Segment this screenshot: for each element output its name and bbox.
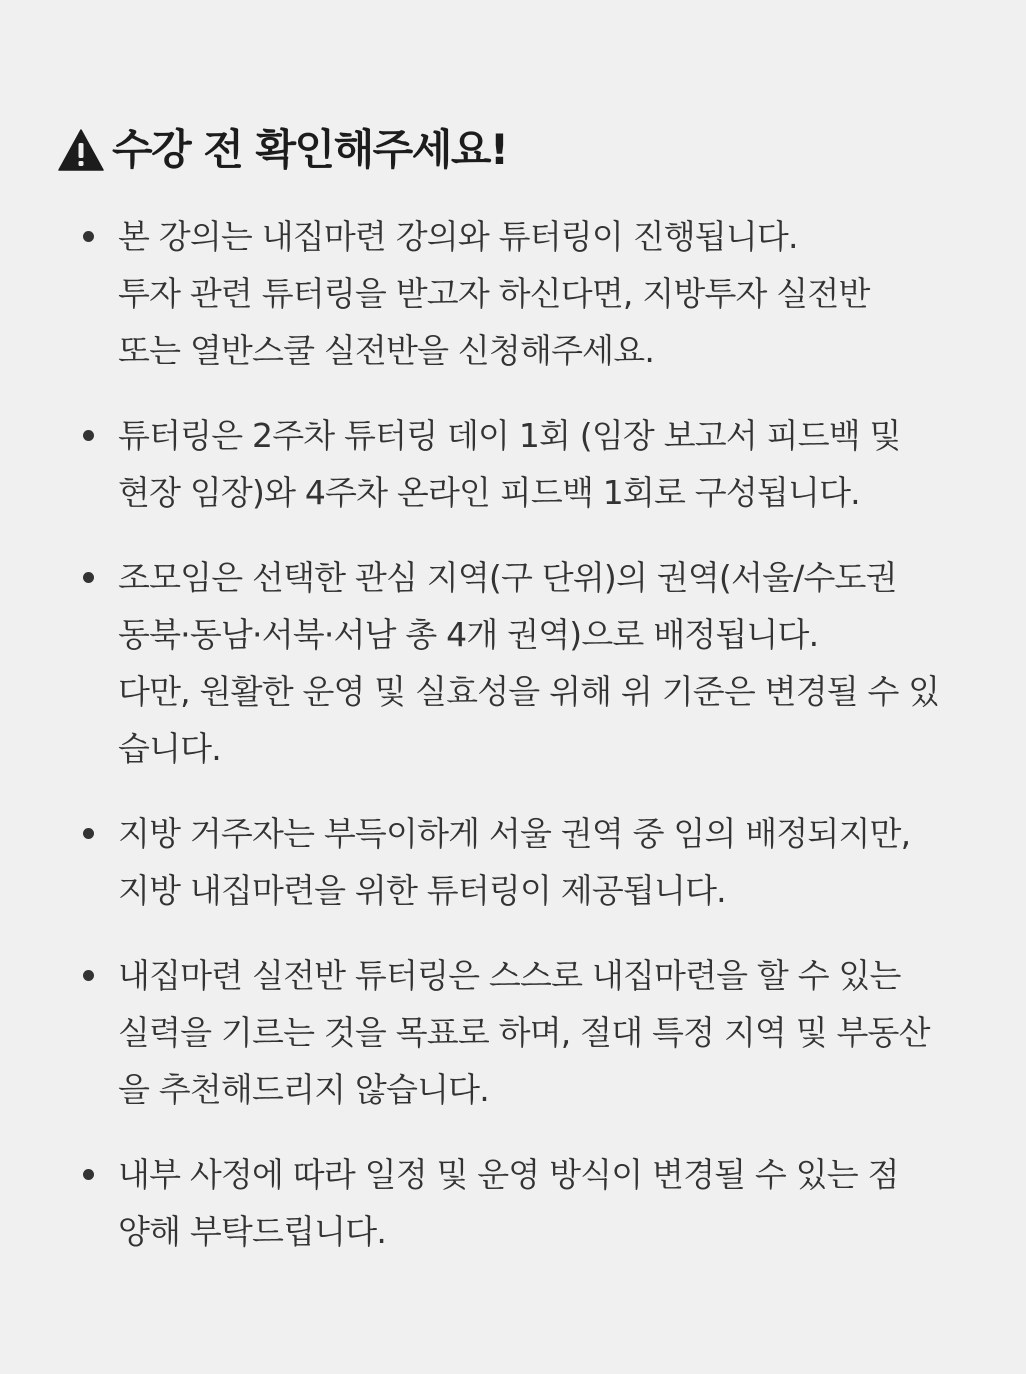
list-item xyxy=(0,947,1010,1118)
bullet-dot xyxy=(83,430,94,441)
list-item-line: 다만, 원활한 운영 및 실효성을 위해 위 기준은 변경될 수 있 xyxy=(118,672,940,711)
bullet-dot xyxy=(83,231,94,242)
list-item xyxy=(0,407,1010,521)
list-item-line: 양해 부탁드립니다. xyxy=(118,1212,387,1251)
list-item-line: 또는 열반스쿨 실전반을 신청해주세요. xyxy=(118,331,655,370)
list-item-line: 현장 임장)와 4주차 온라인 피드백 1회로 구성됩니다. xyxy=(118,473,860,512)
list-item-line: 습니다. xyxy=(118,729,221,768)
list-item xyxy=(0,208,1010,379)
page-title: 수강 전 확인해주세요! xyxy=(112,125,508,174)
bullet-dot xyxy=(83,828,94,839)
list-item-line: 지방 내집마련을 위한 튜터링이 제공됩니다. xyxy=(118,871,726,910)
bullet-dot xyxy=(83,572,94,583)
list-item-line: 내집마련 실전반 튜터링은 스스로 내집마련을 할 수 있는 xyxy=(118,956,901,995)
list-item-line: 본 강의는 내집마련 강의와 튜터링이 진행됩니다. xyxy=(118,217,798,256)
list-item-line: 동북·동남·서북·서남 총 4개 권역)으로 배정됩니다. xyxy=(118,615,819,654)
list-item-line: 내부 사정에 따라 일정 및 운영 방식이 변경될 수 있는 점 xyxy=(118,1155,899,1194)
notice-list xyxy=(0,208,1010,1260)
list-item-line: 투자 관련 튜터링을 받고자 하신다면, 지방투자 실전반 xyxy=(118,274,870,313)
list-item xyxy=(0,1146,1010,1260)
title-row xyxy=(58,122,1010,178)
bullet-dot xyxy=(83,970,94,981)
list-item-line: 지방 거주자는 부득이하게 서울 권역 중 임의 배정되지만, xyxy=(118,814,911,853)
list-item-line: 실력을 기르는 것을 목표로 하며, 절대 특정 지역 및 부동산 xyxy=(118,1013,930,1052)
bullet-dot xyxy=(83,1169,94,1180)
list-item-line: 조모임은 선택한 관심 지역(구 단위)의 권역(서울/수도권 xyxy=(118,558,897,597)
warning-icon xyxy=(58,129,104,171)
list-item-line: 튜터링은 2주차 튜터링 데이 1회 (임장 보고서 피드백 및 xyxy=(118,416,901,455)
list-item xyxy=(0,549,1010,777)
list-item xyxy=(0,805,1010,919)
list-item-line: 을 추천해드리지 않습니다. xyxy=(118,1070,489,1109)
